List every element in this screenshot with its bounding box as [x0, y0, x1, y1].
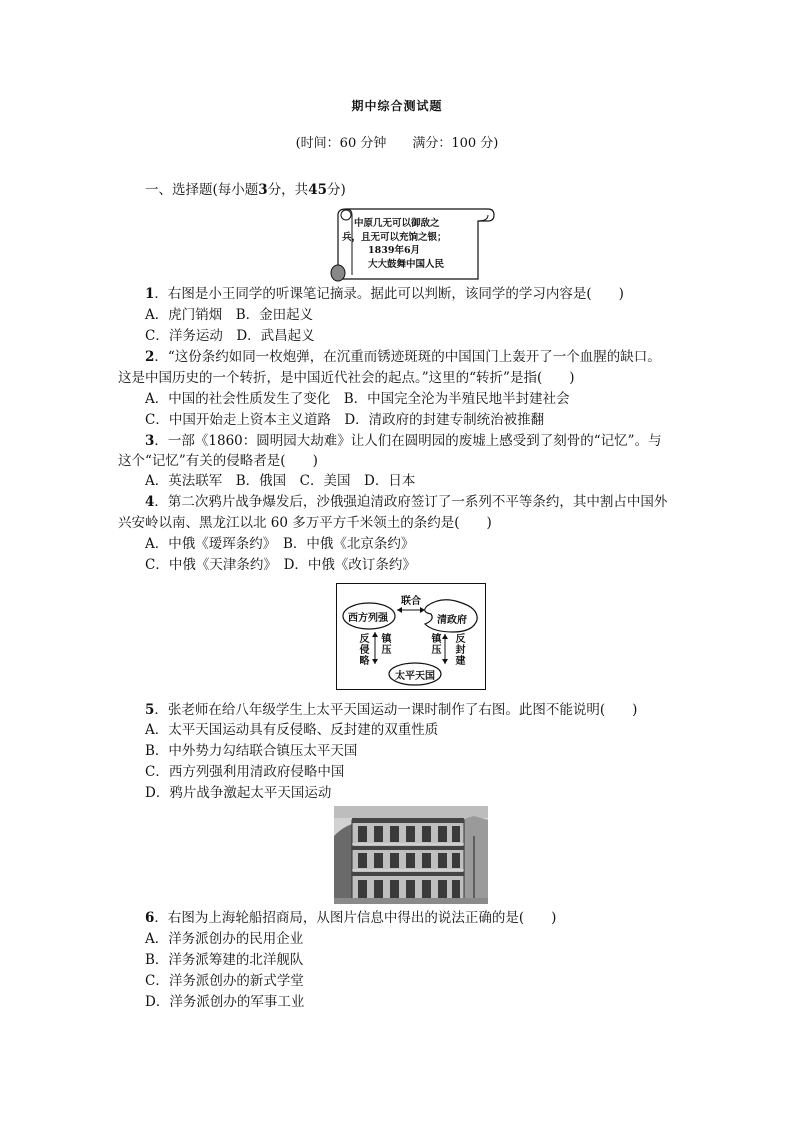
question-6-option-a: A．洋务派创办的民用企业: [145, 931, 304, 947]
exam-title: 期中综合测试题: [351, 99, 443, 113]
question-1-stem: 1．右图是小王同学的听课笔记摘录。据此可以判断，该同学的学习内容是( ): [145, 286, 624, 302]
question-4-options-ab: A．中俄《瑷珲条约》 B．中俄《北京条约》: [145, 536, 415, 552]
node-taiping: 太平天国: [395, 671, 435, 682]
edge-label-unite: 联合: [401, 596, 421, 607]
edge-label-suppress-left: 镇压: [381, 634, 392, 656]
question-4-options-cd: C．中俄《天津条约》 D．中俄《改订条约》: [145, 557, 416, 573]
question-4-stem-2: 兴安岭以南、黑龙江以北 60 多万平方千米领土的条约是( ): [118, 515, 492, 531]
question-2-stem-2: 这是中国历史的一个转折，是中国近代社会的起点。”这里的“转折”是指( ): [118, 370, 575, 386]
edge-label-anti-feudal: 反封建: [455, 634, 466, 667]
question-3-stem-1: 3．一部《1860：圆明园大劫难》让人们在圆明园的废墟上感受到了刻骨的“记忆”。与: [145, 433, 662, 449]
question-2-stem-1: 2．“这份条约如同一枚炮弹，在沉重而锈迹斑斑的中国国门上轰开了一个血腥的缺口。: [145, 349, 661, 365]
question-2-options-ab: A．中国的社会性质发生了变化 B．中国完全沦为半殖民地半封建社会: [145, 391, 570, 407]
question-6-stem: 6．右图为上海轮船招商局，从图片信息中得出的说法正确的是( ): [145, 910, 557, 926]
edge-label-suppress-right: 镇压: [431, 634, 442, 656]
scroll-text: 中原几无可以御敌之 兵，且无可以充饷之银； 1839年6月 大大鼓舞中国人民: [342, 218, 447, 270]
node-western-powers: 西方列强: [348, 613, 388, 624]
question-6-option-c: C．洋务派创办的新式学堂: [145, 973, 304, 989]
question-5-option-a: A．太平天国运动具有反侵略、反封建的双重性质: [145, 722, 439, 738]
question-4-stem-1: 4．第二次鸦片战争爆发后，沙俄强迫清政府签订了一系列不平等条约，其中割占中国外: [145, 494, 668, 510]
note-scroll-figure: [328, 201, 496, 285]
question-6-option-d: D．洋务派创办的军事工业: [145, 994, 305, 1010]
question-5-stem: 5．张老师在给八年级学生上太平天国运动一课时制作了右图。此图不能说明( ): [145, 702, 638, 718]
question-5-option-c: C．西方列强利用清政府侵略中国: [145, 764, 345, 780]
taiping-relation-diagram: [336, 583, 486, 690]
question-1-options-cd: C．洋务运动 D．武昌起义: [145, 328, 315, 344]
question-1-options-ab: A．虎门销烟 B．金田起义: [145, 307, 314, 323]
building-photo-icon: [334, 806, 488, 904]
question-5-option-b: B．中外势力勾结联合镇压太平天国: [145, 743, 358, 759]
section-heading: 一、选择题(每小题3分，共45分): [145, 182, 346, 198]
question-2-options-cd: C．中国开始走上资本主义道路 D．清政府的封建专制统治被推翻: [145, 412, 545, 428]
question-3-stem-2: 这个“记忆”有关的侵略者是( ): [118, 453, 318, 469]
question-6-option-b: B．洋务派筹建的北洋舰队: [145, 952, 304, 968]
question-3-options: A．英法联军 B．俄国 C．美国 D．日本: [145, 473, 416, 489]
node-qing-government: 清政府: [437, 615, 467, 626]
exam-time-score: (时间：60 分钟 满分：100 分): [295, 136, 499, 151]
question-5-option-d: D．鸦片战争激起太平天国运动: [145, 785, 332, 801]
edge-label-anti-aggression: 反侵略: [359, 634, 370, 667]
